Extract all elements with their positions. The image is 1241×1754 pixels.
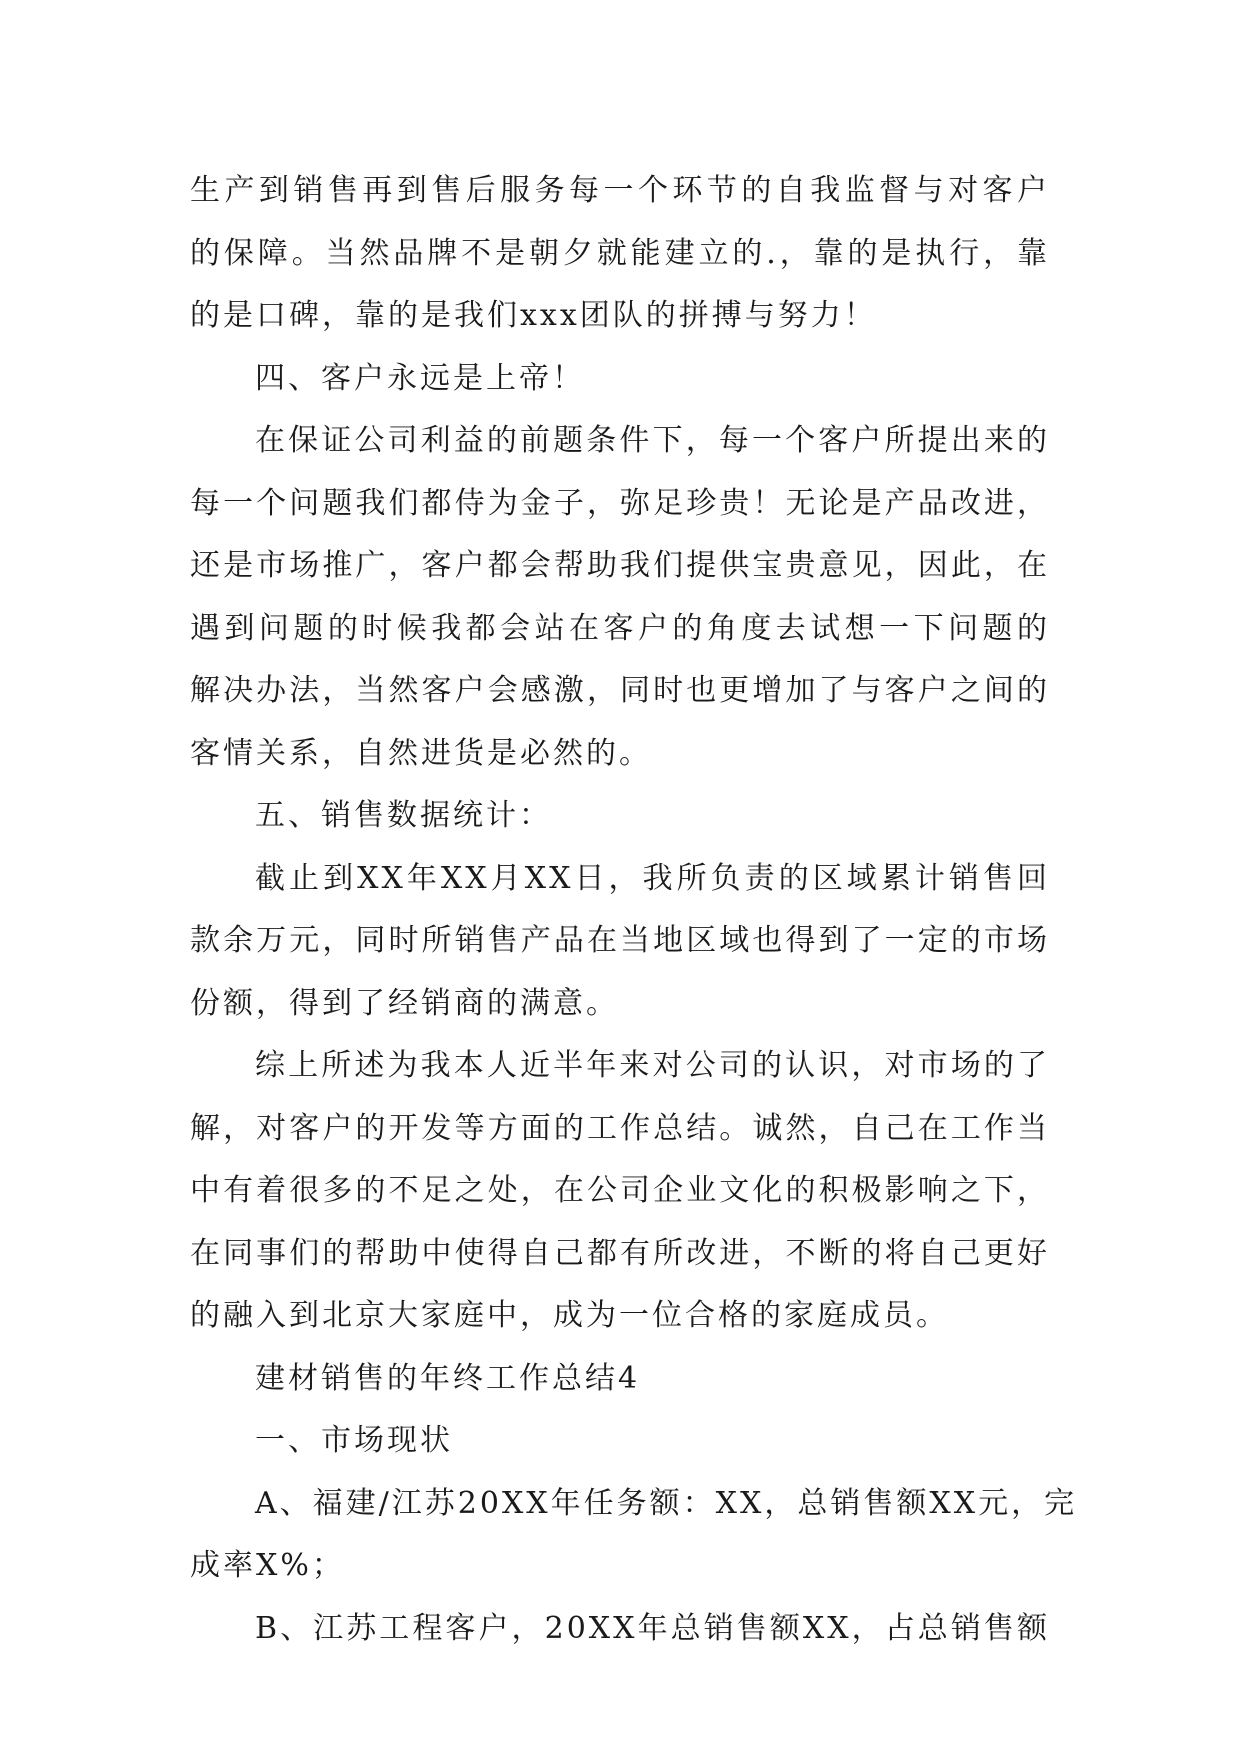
text-line: 还是市场推广，客户都会帮助我们提供宝贵意见，因此，在: [190, 548, 1050, 583]
text-line: 中有着很多的不足之处，在公司企业文化的积极影响之下，: [190, 1173, 1050, 1208]
text-line: 的是口碑，靠的是我们xxx团队的拼搏与努力！: [190, 298, 877, 333]
text-line: 五、销售数据统计：: [255, 798, 552, 833]
text-line: 份额，得到了经销商的满意。: [190, 985, 619, 1021]
text-line: 在保证公司利益的前题条件下，每一个客户所提出来的: [255, 423, 1050, 458]
text-line: A、福建/江苏20XX年任务额：XX，总销售额XX元，完: [255, 1485, 1078, 1521]
text-line: 的融入到北京大家庭中，成为一位合格的家庭成员。: [190, 1298, 949, 1333]
text-line: B、江苏工程客户，20XX年总销售额XX，占总销售额: [255, 1610, 1050, 1646]
text-line: 截止到XX年XX月XX日，我所负责的区域累计销售回: [255, 860, 1050, 896]
text-line: 成率X%；: [190, 1548, 345, 1583]
text-line: 客情关系，自然进货是必然的。: [190, 735, 652, 771]
text-line: 一、市场现状: [255, 1423, 453, 1458]
document-body: [190, 160, 1078, 1660]
text-line: 在同事们的帮助中使得自己都有所改进，不断的将自己更好: [190, 1235, 1050, 1271]
text-line: 解，对客户的开发等方面的工作总结。诚然，自己在工作当: [190, 1110, 1050, 1146]
text-line: 建材销售的年终工作总结4: [255, 1360, 641, 1396]
text-line: 生产到销售再到售后服务每一个环节的自我监督与对客户: [190, 173, 1050, 208]
text-line: 的保障。当然品牌不是朝夕就能建立的.，靠的是执行，靠: [190, 235, 1050, 271]
text-line: 款余万元，同时所销售产品在当地区域也得到了一定的市场: [190, 923, 1050, 958]
text-line: 四、客户永远是上帝！: [255, 360, 585, 396]
text-line: 综上所述为我本人近半年来对公司的认识，对市场的了: [255, 1048, 1050, 1083]
text-line: 遇到问题的时候我都会站在客户的角度去试想一下问题的: [190, 610, 1050, 646]
text-line: 每一个问题我们都侍为金子，弥足珍贵！无论是产品改进，: [190, 485, 1050, 521]
text-line: 解决办法，当然客户会感激，同时也更增加了与客户之间的: [190, 673, 1050, 708]
